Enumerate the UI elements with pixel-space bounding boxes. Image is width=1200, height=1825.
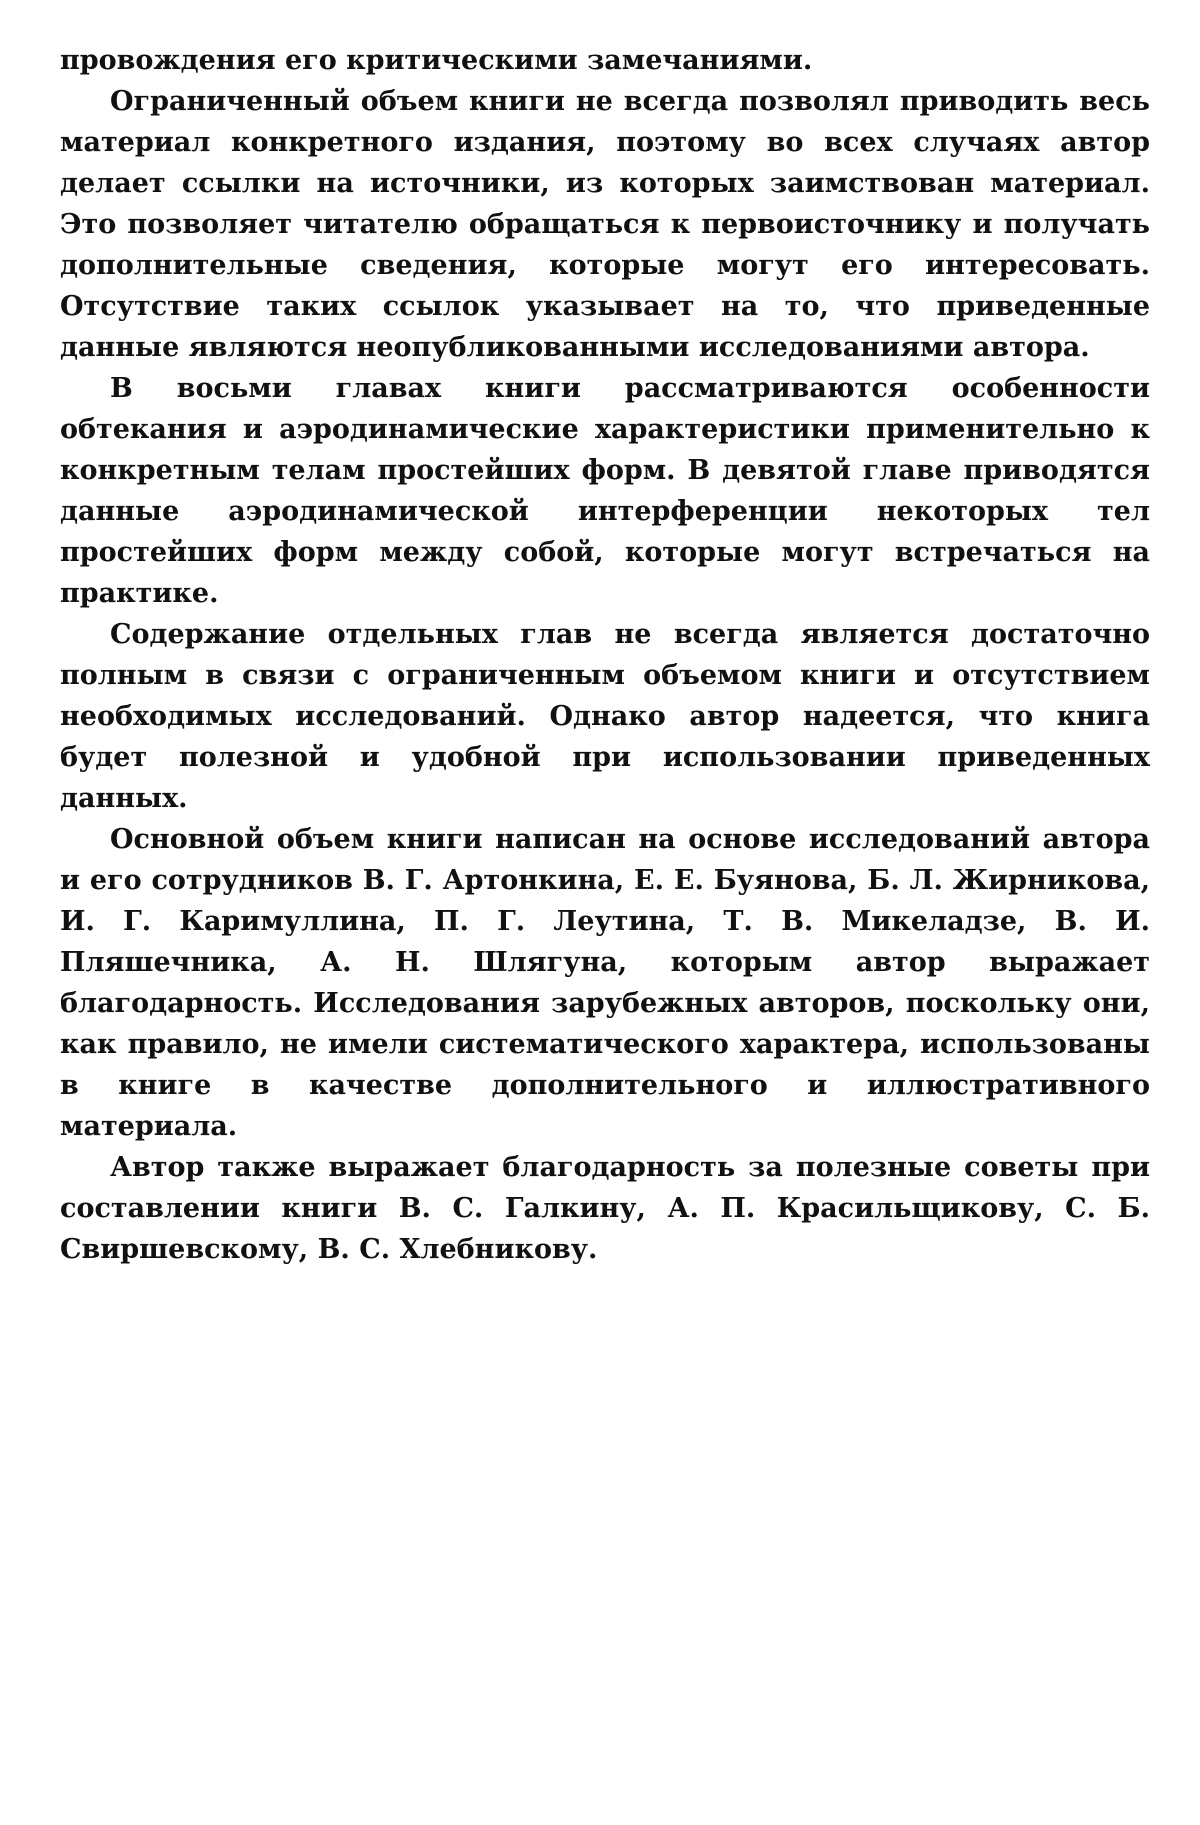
- paragraph-acknowledgement-coauthors: Основной объем книги написан на основе исследований автора и его сотрудников В. Г. Артонкина, Е. Е. Буянова, Б. Л. Жирникова, И. Г. Каримуллина, П. Г. Леутина, Т. В. Микеладзе, В. И. Пляшечника, А. Н. Шлягуна, которым автор выражает благодарность. Исследования зарубежных авторов, поскольку они, как правило, не имели систематического характера, использованы в книге в качестве дополнительного и иллюстративного материала.: [60, 824, 1150, 1142]
- document-page: [60, 40, 1150, 1270]
- paragraph-chapters: В восьми главах книги рассматриваются особенности обтекания и аэродинамические характеристики применительно к конкретным телам простейших форм. В девятой главе приводятся данные аэродинамической интерференции некоторых тел простейших форм между собой, которые могут встречаться на практике.: [60, 373, 1150, 609]
- paragraph-content-scope: Содержание отдельных глав не всегда является достаточно полным в связи с ограниченным объемом книги и отсутствием необходимых исследований. Однако автор надеется, что книга будет полезной и удобной при использовании приведенных данных.: [60, 619, 1150, 814]
- paragraph-acknowledgement-advice: Автор также выражает благодарность за полезные советы при составлении книги В. С. Галкину, А. П. Красильщикову, С. Б. Свиршевскому, В. С. Хлебникову.: [60, 1152, 1150, 1265]
- paragraph-references: Ограниченный объем книги не всегда позволял приводить весь материал конкретного издания, поэтому во всех случаях автор делает ссылки на источники, из которых заимствован материал. Это позволяет читателю обращаться к первоисточнику и получать дополнительные сведения, которые могут его интересовать. Отсутствие таких ссылок указывает на то, что приведенные данные являются неопубликованными исследованиями автора.: [60, 86, 1150, 363]
- paragraph-continuation: провождения его критическими замечаниями.: [60, 45, 813, 76]
